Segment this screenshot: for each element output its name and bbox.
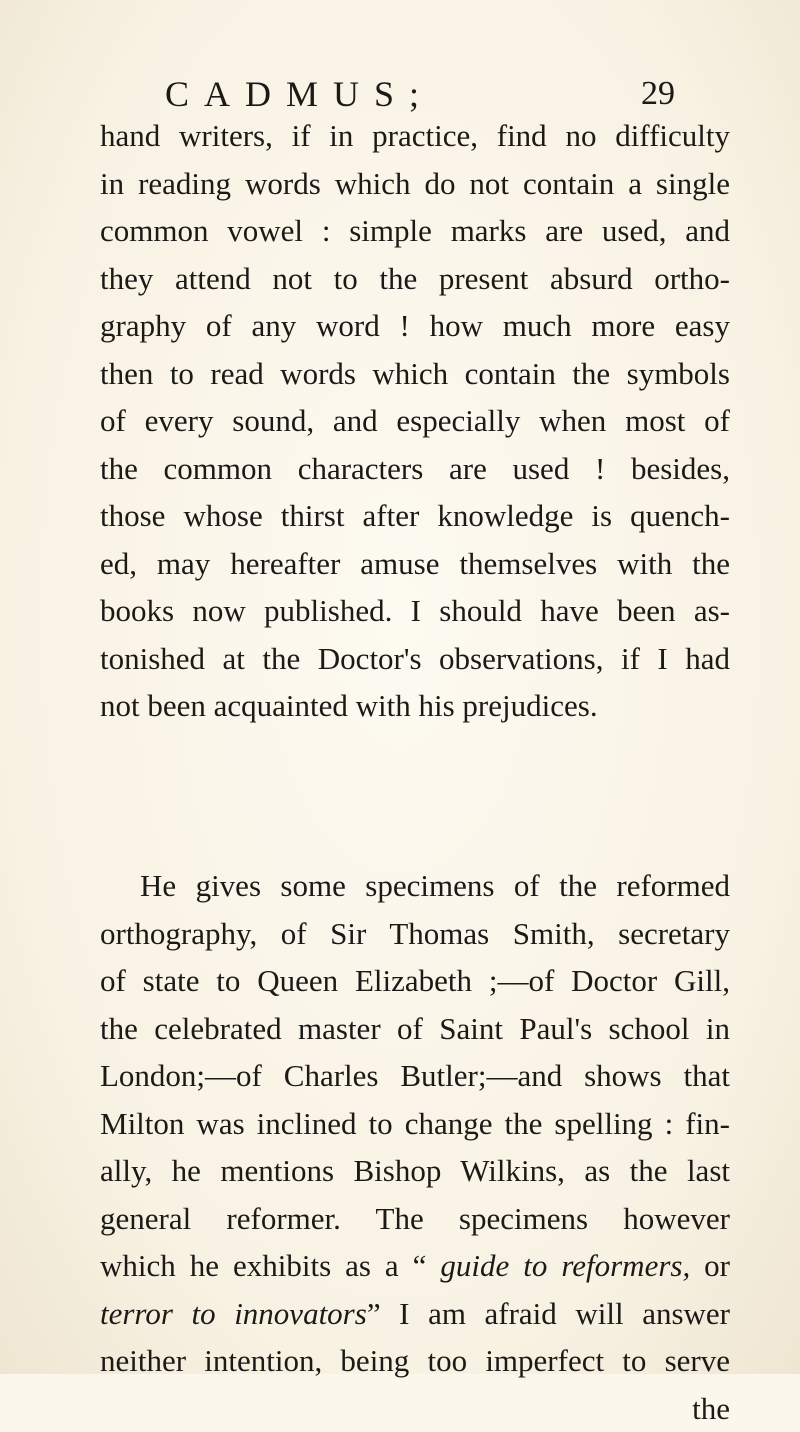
text-line: graphy of any word ! how much more easy: [100, 302, 730, 350]
text-line: of every sound, and especially when most of: [100, 397, 730, 445]
text-line: of state to Queen Elizabeth ;—of Doctor Gill,: [100, 957, 730, 1005]
running-head: [165, 72, 675, 116]
text-line: not been acquainted with his prejudices.: [100, 682, 730, 730]
text-line: in reading words which do not contain a single: [100, 160, 730, 208]
text-line: the celebrated master of Saint Paul's school in: [100, 1005, 730, 1053]
italic-phrase: guide to reformers,: [440, 1248, 690, 1283]
text-line: hand writers, if in practice, find no difficulty: [100, 112, 730, 160]
text-line: general reformer. The specimens however: [100, 1195, 730, 1243]
italic-phrase: terror to innovators: [100, 1296, 367, 1331]
paragraph-1: [100, 112, 730, 730]
text-line: orthography, of Sir Thomas Smith, secretary: [100, 910, 730, 958]
text-line: ally, he mentions Bishop Wilkins, as the last: [100, 1147, 730, 1195]
text-line-with-italic: terror to innovators” I am afraid will answer: [100, 1290, 730, 1338]
text-line: those whose thirst after knowledge is quench-: [100, 492, 730, 540]
text-line: Milton was inclined to change the spelling : fin-: [100, 1100, 730, 1148]
paragraph-2: [100, 862, 730, 1432]
text-line: then to read words which contain the symbols: [100, 350, 730, 398]
text-line: common vowel : simple marks are used, and: [100, 207, 730, 255]
text-line: ed, may hereafter amuse themselves with the: [100, 540, 730, 588]
text-line: London;—of Charles Butler;—and shows that: [100, 1052, 730, 1100]
text-line: tonished at the Doctor's observations, if I had: [100, 635, 730, 683]
page-number: 29: [641, 72, 675, 116]
text-line: the common characters are used ! besides,: [100, 445, 730, 493]
text-line: neither intention, being too imperfect to serve: [100, 1337, 730, 1385]
text-line-with-italic: which he exhibits as a “ guide to reformers, or: [100, 1242, 730, 1290]
text-line: books now published. I should have been as-: [100, 587, 730, 635]
running-title: CADMUS;: [165, 72, 434, 116]
text-line: they attend not to the present absurd ortho-: [100, 255, 730, 303]
catchword: the: [100, 1385, 730, 1432]
text-line: He gives some specimens of the reformed: [100, 862, 730, 910]
